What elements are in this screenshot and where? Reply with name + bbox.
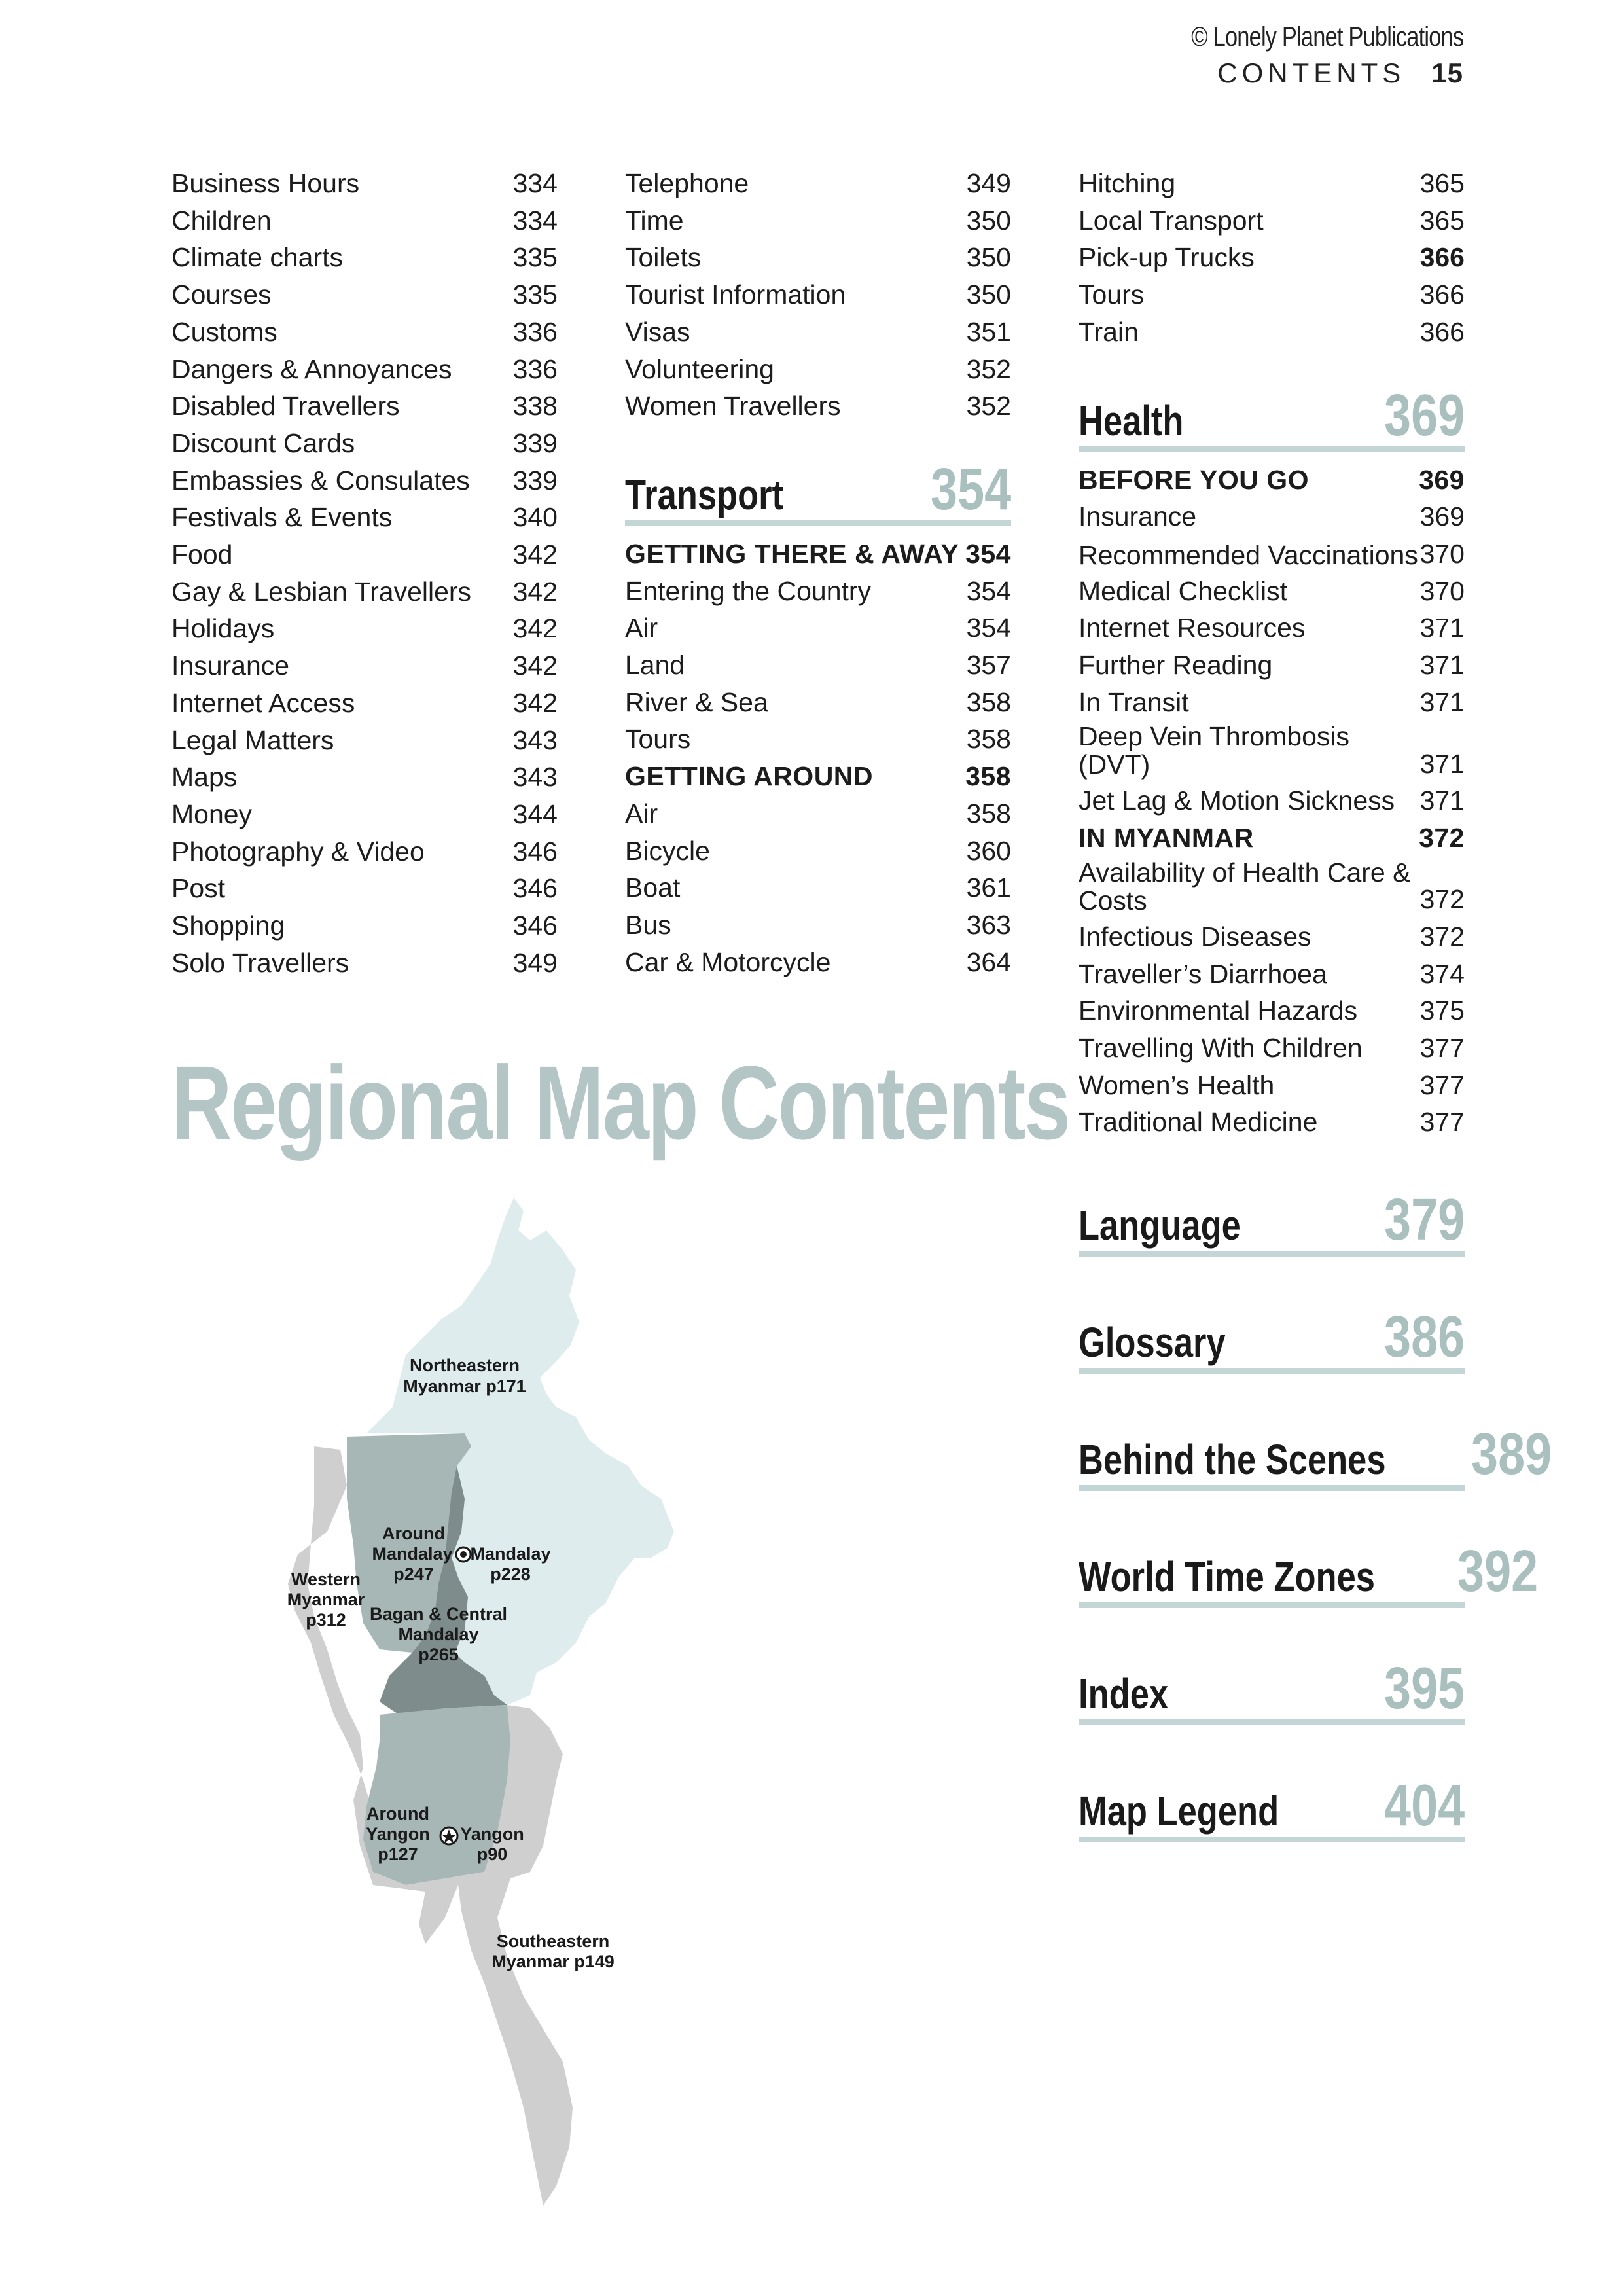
region-label: p312	[306, 1610, 346, 1630]
myanmar-map	[249, 1191, 720, 2212]
toc-entry[interactable]	[171, 610, 558, 647]
entry-page: 346	[512, 873, 558, 904]
entry-label: Dangers & Annoyances	[171, 353, 452, 384]
toc-column-3	[1079, 165, 1552, 1895]
region-label: Around	[382, 1524, 445, 1543]
label-western	[287, 1570, 365, 1630]
entry-label: Courses	[171, 279, 272, 310]
entry-page: 374	[1419, 958, 1465, 989]
entry-page: 350	[966, 242, 1011, 273]
entry-page: 366	[1419, 242, 1465, 273]
entry-label: GETTING AROUND	[625, 761, 874, 792]
toc-entry[interactable]	[1079, 165, 1465, 202]
toc-entry[interactable]	[625, 314, 1011, 351]
regional-map	[249, 1191, 720, 2212]
entry-label: IN MYANMAR	[1079, 823, 1254, 853]
entry-page: 358	[966, 724, 1011, 755]
toc-entry[interactable]	[171, 165, 558, 202]
mandalay-city-marker[interactable]	[456, 1547, 471, 1562]
toc-entry[interactable]	[171, 647, 558, 685]
toc-entry[interactable]	[625, 647, 1011, 684]
toc-entry[interactable]	[1079, 314, 1465, 351]
region-label: Mandalay	[470, 1544, 551, 1564]
toc-entry[interactable]	[625, 573, 1011, 610]
entry-label: Disabled Travellers	[171, 391, 400, 422]
region-label: Northeastern	[409, 1355, 520, 1375]
section-heading[interactable]	[1079, 1773, 1465, 1842]
entry-label: Car & Motorcycle	[625, 946, 831, 977]
entry-page: 364	[966, 946, 1011, 977]
entry-page: 352	[966, 353, 1011, 384]
entry-label: Toilets	[625, 242, 702, 273]
toc-entry[interactable]	[171, 239, 558, 276]
entry-page: 377	[1419, 1107, 1465, 1138]
entry-label: Train	[1079, 316, 1139, 347]
entry-page: 358	[965, 761, 1011, 792]
toc-entry[interactable]	[1079, 276, 1465, 314]
toc-entry[interactable]	[171, 314, 558, 351]
entry-page: 375	[1419, 996, 1465, 1026]
toc-entry[interactable]	[625, 351, 1011, 388]
section-page: 379	[1383, 1187, 1465, 1253]
entry-page: 349	[966, 168, 1011, 198]
entry-label: Climate charts	[171, 242, 344, 273]
entry-label: Internet Access	[171, 687, 355, 718]
toc-entry[interactable]	[1079, 647, 1465, 684]
entry-label: River & Sea	[625, 687, 768, 717]
toc-entry[interactable]	[171, 387, 558, 425]
toc-entry[interactable]	[1079, 918, 1465, 956]
entry-page: 352	[966, 391, 1011, 422]
toc-entry[interactable]	[625, 202, 1011, 240]
entry-label: Telephone	[625, 168, 749, 198]
entry-label: Local Transport	[1079, 205, 1264, 236]
entry-page: 349	[512, 947, 558, 978]
region-label: Yangon	[460, 1824, 524, 1844]
entry-page: 339	[512, 427, 558, 458]
region-label: Mandalay	[372, 1544, 453, 1564]
toc-subheading[interactable]	[1079, 461, 1465, 499]
toc-entry[interactable]	[625, 869, 1011, 906]
entry-page: 335	[512, 279, 558, 310]
entry-page: 371	[1419, 785, 1465, 816]
toc-entry[interactable]	[171, 833, 558, 870]
region-label: Myanmar p149	[491, 1952, 615, 1971]
entry-page: 372	[1419, 823, 1465, 853]
entry-label: Air	[625, 798, 658, 829]
entry-page: 342	[512, 576, 558, 607]
entry-label: Medical Checklist	[1079, 575, 1287, 606]
toc-entry[interactable]	[1079, 992, 1465, 1030]
region-label: p90	[476, 1844, 508, 1864]
toc-list	[625, 535, 1011, 980]
entry-page: 350	[966, 205, 1011, 236]
toc-entry[interactable]	[625, 276, 1011, 314]
section-page: 386	[1383, 1304, 1465, 1371]
section-page: 369	[1383, 382, 1465, 448]
section-title: Health	[1079, 397, 1184, 444]
entry-label: Discount Cards	[171, 427, 355, 458]
entry-page: 354	[966, 613, 1011, 643]
toc-subheading[interactable]	[625, 535, 1011, 573]
entry-page: 342	[512, 687, 558, 718]
toc-entry[interactable]	[171, 425, 558, 462]
toc-entry[interactable]	[1079, 721, 1465, 782]
toc-list	[1079, 461, 1465, 1141]
entry-label: Internet Resources	[1079, 613, 1306, 643]
section-page: 392	[1457, 1539, 1539, 1605]
toc-entry[interactable]	[171, 573, 558, 611]
region-label: Around	[366, 1804, 429, 1823]
entry-page: 344	[512, 798, 558, 829]
entry-page: 369	[1419, 501, 1465, 532]
section-title: Map Legend	[1079, 1787, 1279, 1835]
entry-page: 366	[1419, 279, 1465, 310]
entry-page: 342	[512, 651, 558, 681]
entry-page: 343	[512, 725, 558, 755]
toc-subheading[interactable]	[625, 758, 1011, 795]
entry-label: Land	[625, 650, 685, 681]
entry-page: 370	[1419, 575, 1465, 606]
entry-label: Women’s Health	[1079, 1069, 1275, 1100]
section-title: Language	[1079, 1202, 1241, 1249]
toc-entry[interactable]	[1079, 498, 1465, 535]
entry-label: Visas	[625, 316, 690, 347]
region-label: Southeastern	[496, 1931, 610, 1951]
entry-page: 363	[966, 909, 1011, 940]
entry-label: BEFORE YOU GO	[1079, 464, 1310, 495]
toc-entry[interactable]	[625, 906, 1011, 944]
entry-label: Holidays	[171, 613, 275, 644]
toc-entry[interactable]	[171, 462, 558, 499]
toc-entry[interactable]	[171, 536, 558, 573]
entry-page: 370	[1419, 538, 1465, 569]
entry-label: Embassies & Consulates	[171, 465, 470, 495]
entry-label: Deep Vein Thrombosis (DVT)	[1079, 721, 1350, 780]
entry-label: Jet Lag & Motion Sickness	[1079, 785, 1395, 816]
entry-label: Infectious Diseases	[1079, 921, 1311, 952]
entry-label: Environmental Hazards	[1079, 996, 1358, 1026]
toc-entry[interactable]	[171, 944, 558, 982]
toc-entry[interactable]	[171, 907, 558, 944]
entry-label: GETTING THERE & AWAY	[625, 538, 959, 569]
toc-entry[interactable]	[171, 351, 558, 388]
entry-label: Volunteering	[625, 353, 774, 384]
entry-label: Availability of Health Care & Costs	[1079, 857, 1411, 916]
entry-label: Money	[171, 798, 253, 829]
toc-entry[interactable]	[1079, 535, 1465, 573]
entry-page: 372	[1419, 884, 1465, 915]
entry-page: 354	[965, 538, 1011, 569]
section-label: CONTENTS	[1217, 58, 1406, 88]
section-heading[interactable]	[1079, 1304, 1465, 1374]
toc-entry[interactable]	[625, 165, 1011, 202]
entry-page: 336	[512, 353, 558, 384]
entry-page: 338	[512, 391, 558, 422]
section-heading[interactable]	[1079, 1422, 1552, 1491]
section-heading[interactable]	[1079, 1187, 1465, 1257]
section-list	[1079, 1187, 1552, 1842]
region-label: p265	[418, 1645, 459, 1664]
entry-page: 377	[1419, 1032, 1465, 1063]
section-page: 404	[1383, 1773, 1465, 1839]
entry-label: Insurance	[1079, 501, 1197, 532]
toc-entry[interactable]	[1079, 684, 1465, 721]
toc-entry[interactable]	[625, 833, 1011, 870]
region-label: p127	[378, 1844, 418, 1864]
entry-page: 371	[1419, 748, 1465, 779]
toc-entry[interactable]	[1079, 1067, 1465, 1104]
toc-entry[interactable]	[625, 721, 1011, 758]
entry-label: Women Travellers	[625, 391, 841, 422]
toc-entry[interactable]	[625, 944, 1011, 981]
toc-entry[interactable]	[625, 609, 1011, 647]
entry-label: Entering the Country	[625, 575, 872, 606]
entry-label: Air	[625, 613, 658, 643]
entry-page: 351	[966, 316, 1011, 347]
entry-page: 339	[512, 465, 558, 495]
region-label: Myanmar p171	[403, 1376, 526, 1396]
entry-page: 335	[512, 242, 558, 273]
yangon-capital-star-icon[interactable]	[440, 1827, 457, 1844]
toc-column-2	[625, 165, 1011, 980]
entry-label: Shopping	[171, 910, 285, 941]
entry-page: 377	[1419, 1069, 1465, 1100]
toc-entry[interactable]	[1079, 782, 1465, 819]
entry-label: Bus	[625, 909, 671, 940]
entry-page: 372	[1419, 921, 1465, 952]
region-label: p228	[490, 1564, 531, 1584]
entry-page: 358	[966, 798, 1011, 829]
toc-entry[interactable]	[171, 759, 558, 796]
contents-line	[1132, 55, 1463, 92]
entry-label: Tours	[625, 724, 691, 755]
entry-label: Gay & Lesbian Travellers	[171, 576, 472, 607]
entry-label: Maps	[171, 762, 238, 793]
running-header	[1132, 18, 1463, 92]
entry-page: 334	[512, 168, 558, 198]
entry-label: Food	[171, 539, 233, 570]
entry-page: 358	[966, 687, 1011, 717]
entry-label: Tourist Information	[625, 279, 846, 310]
entry-label: Tours	[1079, 279, 1145, 310]
entry-page: 336	[512, 316, 558, 347]
section-page: 389	[1471, 1422, 1552, 1488]
section-title: Behind the Scenes	[1079, 1436, 1386, 1484]
toc-entry[interactable]	[171, 870, 558, 907]
region-label: Bagan & Central	[369, 1604, 508, 1624]
region-label: Mandalay	[398, 1624, 479, 1644]
section-heading-health[interactable]	[1079, 382, 1465, 452]
section-title: Transport	[625, 471, 784, 518]
toc-subheading[interactable]	[1079, 819, 1465, 857]
toc-entry[interactable]	[1079, 857, 1465, 918]
entry-page: 369	[1419, 464, 1465, 495]
regional-map-title: Regional Map Contents	[171, 1044, 1069, 1161]
entry-page: 361	[966, 872, 1011, 903]
region-label: Yangon	[366, 1824, 430, 1844]
entry-page: 346	[512, 836, 558, 867]
toc-list	[625, 165, 1011, 425]
entry-page: 360	[966, 835, 1011, 866]
entry-label: Traditional Medicine	[1079, 1107, 1318, 1138]
entry-page: 346	[512, 910, 558, 941]
entry-label: Customs	[171, 316, 277, 347]
toc-entry[interactable]	[625, 684, 1011, 721]
entry-page: 365	[1419, 205, 1465, 236]
toc-entry[interactable]	[1079, 609, 1465, 647]
entry-label: Bicycle	[625, 835, 710, 866]
entry-label: Solo Travellers	[171, 947, 349, 978]
section-page: 395	[1383, 1656, 1465, 1722]
toc-entry[interactable]	[1079, 239, 1465, 276]
region-label: Myanmar	[287, 1590, 365, 1609]
entry-page: 350	[966, 279, 1011, 310]
toc-entry[interactable]	[171, 499, 558, 536]
entry-page: 371	[1419, 687, 1465, 717]
label-southeastern	[491, 1931, 615, 1971]
entry-page: 342	[512, 539, 558, 570]
toc-entry[interactable]	[625, 387, 1011, 425]
entry-label: Further Reading	[1079, 650, 1273, 681]
entry-label: Traveller’s Diarrhoea	[1079, 958, 1327, 989]
section-heading-transport[interactable]	[625, 456, 1011, 526]
section-page: 354	[930, 456, 1011, 522]
entry-label: Legal Matters	[171, 725, 334, 755]
toc-entry[interactable]	[1079, 202, 1465, 240]
toc-entry[interactable]	[171, 276, 558, 314]
entry-page: 371	[1419, 613, 1465, 643]
entry-label: Hitching	[1079, 168, 1176, 198]
entry-page: 342	[512, 613, 558, 644]
region-label: Western	[291, 1570, 361, 1589]
section-heading[interactable]	[1079, 1539, 1539, 1608]
entry-page: 366	[1419, 316, 1465, 347]
toc-entry[interactable]	[1079, 1103, 1465, 1141]
entry-label: Time	[625, 205, 684, 236]
entry-page: 357	[966, 650, 1011, 681]
page-number: 15	[1431, 58, 1463, 88]
copyright-line: © Lonely Planet Publications	[1191, 21, 1463, 52]
entry-label: Pick-up Trucks	[1079, 242, 1255, 273]
section-title: World Time Zones	[1079, 1553, 1375, 1601]
region-label: p247	[393, 1564, 434, 1584]
entry-label: Business Hours	[171, 168, 360, 198]
entry-label: Recommended Vaccinations	[1079, 539, 1418, 570]
toc-column-1	[171, 165, 558, 981]
toc-entry[interactable]	[171, 685, 558, 722]
entry-page: 371	[1419, 650, 1465, 681]
entry-label: Travelling With Children	[1079, 1032, 1363, 1063]
entry-page: 334	[512, 205, 558, 236]
entry-page: 340	[512, 502, 558, 533]
toc-entry[interactable]	[1079, 1030, 1465, 1067]
toc-list	[1079, 165, 1465, 351]
toc-entry[interactable]	[625, 239, 1011, 276]
toc-entry[interactable]	[1079, 573, 1465, 610]
entry-label: In Transit	[1079, 687, 1189, 717]
entry-label: Post	[171, 873, 226, 904]
section-title: Glossary	[1079, 1319, 1226, 1367]
toc-entry[interactable]	[1079, 956, 1465, 993]
section-title: Index	[1079, 1670, 1169, 1718]
toc-entry[interactable]	[171, 796, 558, 833]
entry-label: Photography & Video	[171, 836, 425, 867]
entry-page: 343	[512, 762, 558, 793]
entry-page: 354	[966, 575, 1011, 606]
toc-entry[interactable]	[171, 202, 558, 240]
entry-label: Boat	[625, 872, 681, 903]
entry-label: Insurance	[171, 651, 290, 681]
toc-entry[interactable]	[171, 722, 558, 759]
entry-label: Children	[171, 205, 272, 236]
entry-page: 365	[1419, 168, 1465, 198]
toc-entry[interactable]	[625, 795, 1011, 833]
section-heading[interactable]	[1079, 1656, 1465, 1725]
entry-label: Festivals & Events	[171, 502, 393, 533]
